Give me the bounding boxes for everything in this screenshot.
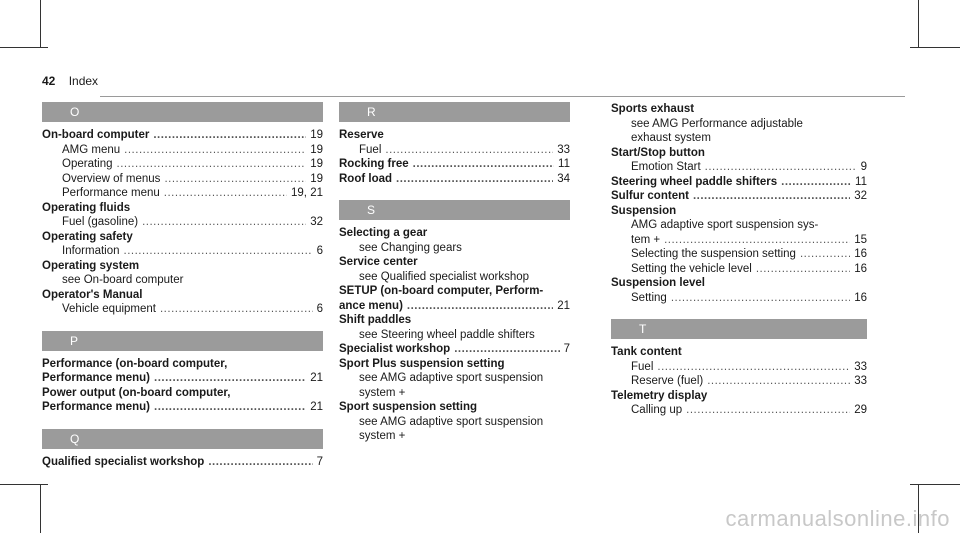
index-subentry: see AMG adaptive sport suspension [359, 415, 544, 428]
index-subentry: Reserve (fuel) ..... 33 [611, 374, 867, 389]
index-entry: ance menu) ..... 21 [339, 299, 570, 314]
index-subentry: tem + ..... 15 [611, 233, 867, 248]
index-entry: Telemetry display [611, 389, 708, 402]
index-subentry: Vehicle equipment ..... 6 [42, 302, 323, 317]
index-entry: Specialist workshop ..... 7 [339, 342, 570, 357]
crop-mark [0, 47, 48, 48]
crop-mark [40, 0, 41, 48]
section-letter-s: S [339, 200, 570, 220]
index-entry: Suspension level [611, 277, 705, 289]
index-entry: Operating safety [42, 230, 133, 243]
index-entry: Tank content [611, 346, 682, 358]
index-entry: Performance (on-board computer, [42, 357, 228, 370]
section-letter-q: Q [42, 429, 323, 449]
index-subentry: Selecting the suspension setting ..... 16 [611, 247, 867, 262]
index-subentry: see Steering wheel paddle shifters [359, 328, 535, 341]
index-subentry: system + [359, 430, 406, 442]
index-entry: Operator's Manual [42, 288, 143, 301]
index-entry: Start/Stop button [611, 146, 705, 159]
index-subentry: see On-board computer [62, 274, 184, 286]
index-subentry: Calling up ..... 29 [611, 403, 867, 418]
index-column-1 [42, 102, 323, 469]
index-subentry: Emotion Start ..... 9 [611, 160, 867, 175]
index-subentry: see Qualified specialist workshop [359, 270, 530, 283]
page-header [42, 74, 98, 88]
index-subentry: Performance menu ..... 19, 21 [42, 186, 323, 201]
index-subentry: Information ..... 6 [42, 244, 323, 259]
index-subentry: see AMG adaptive sport suspension [359, 372, 544, 384]
section-letter-o: O [42, 102, 323, 122]
index-entry: Operating system [42, 259, 140, 272]
index-subentry: see AMG Performance adjustable [631, 117, 803, 130]
index-entry: Power output (on-board computer, [42, 386, 231, 399]
index-subentry: Setting the vehicle level ..... 16 [611, 262, 867, 277]
index-entry: SETUP (on-board computer, Perform- [339, 285, 544, 297]
index-entry: Suspension [611, 204, 677, 217]
index-subentry: system + [359, 386, 406, 399]
index-subentry: see Changing gears [359, 241, 462, 254]
index-subentry: exhaust system [631, 132, 711, 144]
index-entry: Reserve [339, 129, 384, 141]
index-subentry: Fuel (gasoline) ..... 32 [42, 215, 323, 230]
index-entry: Steering wheel paddle shifters ..... 11 [611, 175, 867, 190]
index-entry: Sports exhaust [611, 103, 695, 115]
index-subentry: AMG menu ..... 19 [42, 143, 323, 158]
page-title: Index [68, 74, 99, 88]
crop-mark [0, 484, 48, 485]
crop-mark [918, 0, 919, 48]
index-entry: On-board computer ..... 19 [42, 128, 323, 143]
crop-mark [910, 47, 960, 48]
index-entry: Roof load ..... 34 [339, 172, 570, 187]
index-entry: Rocking free ..... 11 [339, 157, 570, 172]
index-entry: Service center [339, 256, 418, 268]
index-entry: Operating fluids [42, 201, 131, 214]
index-column-3 [611, 102, 867, 418]
index-subentry: Setting ..... 16 [611, 291, 867, 306]
index-entry: Performance menu) ..... 21 [42, 400, 323, 415]
index-subentry: Operating ..... 19 [42, 157, 323, 172]
index-column-2 [339, 102, 570, 444]
index-subentry: Fuel ..... 33 [611, 360, 867, 375]
section-letter-r: R [339, 102, 570, 122]
index-entry: Sport suspension setting [339, 401, 478, 413]
header-divider [100, 96, 905, 97]
index-entry: Performance menu) ..... 21 [42, 371, 323, 386]
index-entry: Selecting a gear [339, 227, 428, 239]
section-letter-p: P [42, 331, 323, 351]
index-entry: Sport Plus suspension setting [339, 357, 505, 370]
index-entry: Shift paddles [339, 314, 412, 326]
index-subentry: Overview of menus ..... 19 [42, 172, 323, 187]
watermark: carmanualsonline.info [725, 506, 950, 531]
section-letter-t: T [611, 319, 867, 339]
index-subentry: AMG adaptive sport suspension sys- [631, 219, 819, 231]
index-entry: Sulfur content ..... 32 [611, 189, 867, 204]
index-subentry: Fuel ..... 33 [339, 143, 570, 158]
crop-mark [910, 484, 960, 485]
page-number: 42 [42, 74, 56, 88]
crop-mark [40, 484, 41, 533]
index-entry: Qualified specialist workshop ..... 7 [42, 455, 323, 470]
